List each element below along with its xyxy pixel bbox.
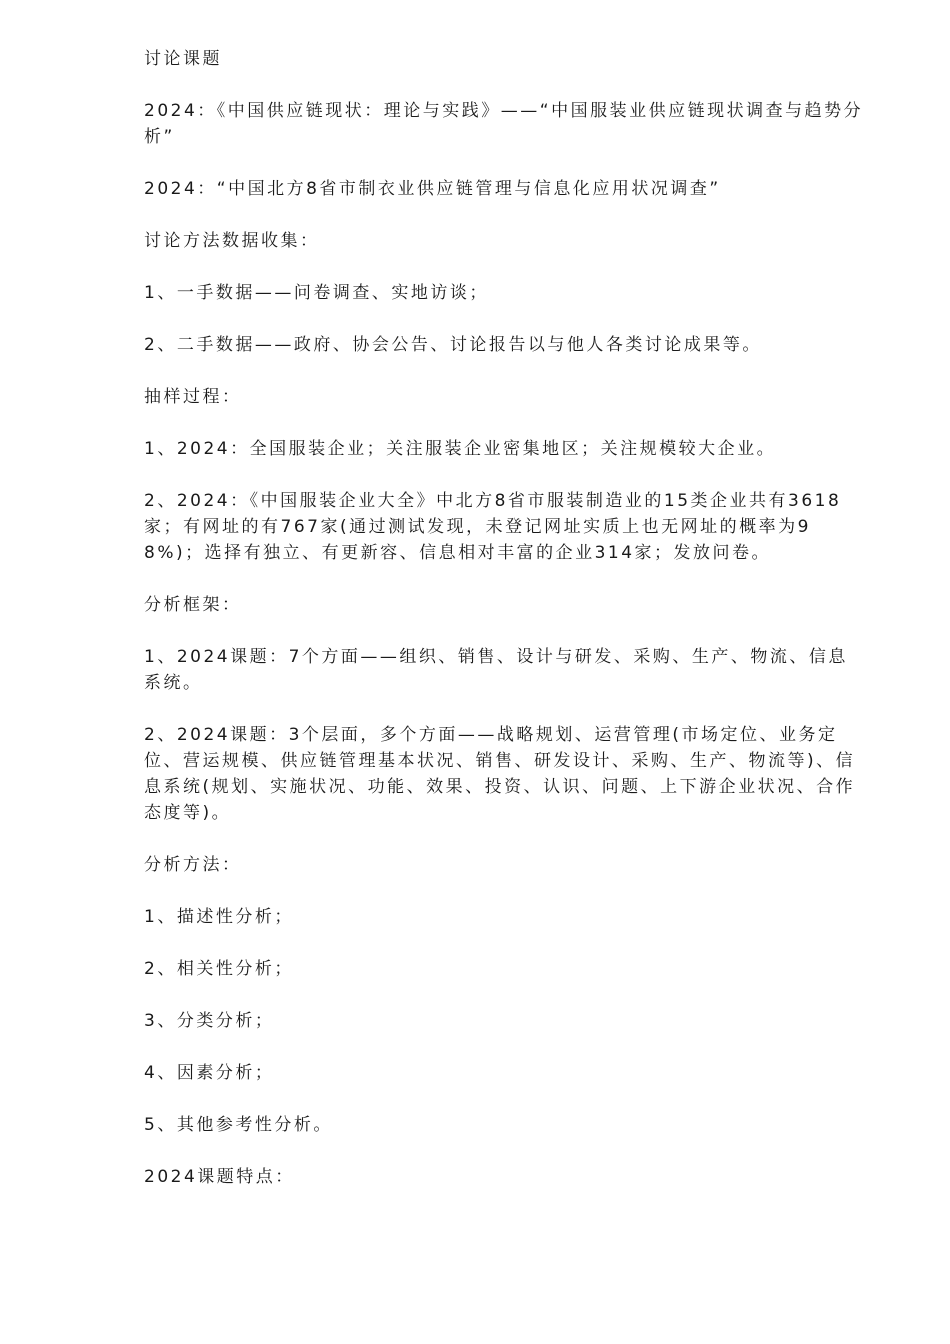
- section-heading-features: 2024课题特点：: [144, 1167, 295, 1187]
- paragraph-topic-2024-b: 2024：“中国北方8省市制衣业供应链管理与信息化应用状况调查”: [144, 179, 721, 199]
- list-item-primary-data: 1、一手数据——问卷调查、实地访谈；: [144, 283, 489, 303]
- list-item-secondary-data: 2、二手数据——政府、协会公告、讨论报告以与他人各类讨论成果等。: [144, 335, 762, 355]
- document-body: [144, 46, 866, 1216]
- list-item-method-3: 3、分类分析；: [144, 1011, 275, 1031]
- section-heading-data-collection: 讨论方法数据收集：: [144, 231, 320, 251]
- list-item-sampling-1: 1、2024：全国服装企业；关注服装企业密集地区；关注规模较大企业。: [144, 439, 777, 459]
- paragraph-topic-2024-a: 2024：《中国供应链现状：理论与实践》——“中国服装业供应链现状调查与趋势分析”: [144, 101, 864, 147]
- section-heading-research-topic: 讨论课题: [144, 49, 222, 69]
- section-heading-methods: 分析方法：: [144, 855, 242, 875]
- list-item-method-4: 4、因素分析；: [144, 1063, 275, 1083]
- section-heading-framework: 分析框架：: [144, 595, 242, 615]
- section-heading-sampling: 抽样过程：: [144, 387, 242, 407]
- list-item-framework-1: 1、2024课题：7个方面——组织、销售、设计与研发、采购、生产、物流、信息系统。: [144, 647, 848, 693]
- list-item-framework-2: 2、2024课题：3个层面，多个方面——战略规划、运营管理(市场定位、业务定位、营运规模、供应链管理基本状况、销售、研发设计、采购、生产、物流等)、信息系统(规划、实施状况、功能、效果、投资、认识、问题、上下游企业状况、合作态度等)。: [144, 725, 856, 823]
- list-item-sampling-2: 2、2024：《中国服装企业大全》中北方8省市服装制造业的15类企业共有3618家；有网址的有767家(通过测试发现，未登记网址实质上也无网址的概率为98%)；选择有独立、有更新容、信息相对丰富的企业314家；发放问卷。: [144, 491, 842, 563]
- list-item-method-2: 2、相关性分析；: [144, 959, 294, 979]
- list-item-method-5: 5、其他参考性分析。: [144, 1115, 333, 1135]
- list-item-method-1: 1、描述性分析；: [144, 907, 294, 927]
